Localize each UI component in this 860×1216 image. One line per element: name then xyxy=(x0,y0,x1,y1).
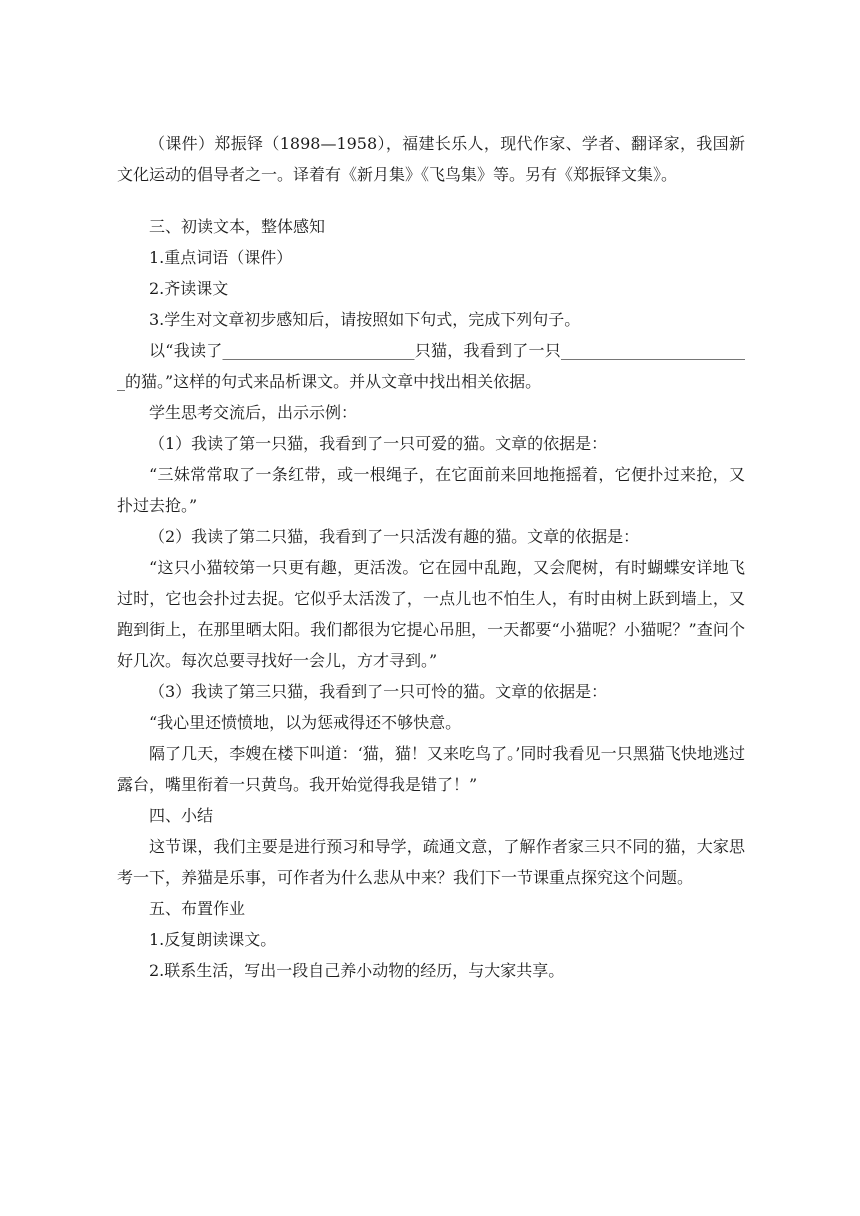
list-item: 3.学生对文章初步感知后，请按照如下句式，完成下列句子。 xyxy=(149,310,581,329)
paragraph-gap xyxy=(117,190,745,211)
example-lead: 学生思考交流后，出示示例： xyxy=(149,403,358,422)
section-3-heading: 三、初读文本，整体感知 xyxy=(149,217,326,236)
example-3-quote: “我心里还愤愤地，以为惩戒得还不够快意。 xyxy=(149,713,462,732)
sentence-pattern: 以“我读了________________________只猫，我看到了一只________________________的猫。”这样的句式来品析课文。并从文章中找出相关依据。 xyxy=(117,341,745,391)
section-4-heading: 四、小结 xyxy=(149,806,214,825)
list-item: 2.联系生活，写出一段自己养小动物的经历，与大家共享。 xyxy=(149,961,565,980)
example-3-quote: 隔了几天，李嫂在楼下叫道：‘猫，猫！又来吃鸟了。’同时我看见一只黑猫飞快地逃过露台，嘴里衔着一只黄鸟。我开始觉得我是错了！” xyxy=(117,744,745,794)
example-3: （3）我读了第三只猫，我看到了一只可怜的猫。文章的依据是： xyxy=(149,682,608,701)
example-2-quote: “这只小猫较第一只更有趣，更活泼。它在园中乱跑，又会爬树，有时蝴蝶安详地飞过时，它也会扑过去捉。它似乎太活泼了，一点儿也不怕生人，有时由树上跃到墙上，又跑到街上，在那里晒太阳。我们都很为它提心吊胆，一天都要“小猫呢？小猫呢？”查问个好几次。每次总要寻找好一会儿，方才寻到。” xyxy=(117,558,745,670)
list-item: 1.反复朗读课文。 xyxy=(149,930,277,949)
list-item: 1.重点词语（课件） xyxy=(149,248,293,267)
section-5-heading: 五、布置作业 xyxy=(149,899,246,918)
list-item: 2.齐读课文 xyxy=(149,279,229,298)
example-1-quote: “三妹常常取了一条红带，或一根绳子，在它面前来回地拖摇着，它便扑过来抢，又扑过去抢。” xyxy=(117,465,745,515)
example-2: （2）我读了第二只猫，我看到了一只活泼有趣的猫。文章的依据是： xyxy=(149,527,640,546)
example-1: （1）我读了第一只猫，我看到了一只可爱的猫。文章的依据是： xyxy=(149,434,608,453)
intro-paragraph: （课件）郑振铎（1898—1958），福建长乐人，现代作家、学者、翻译家，我国新文化运动的倡导者之一。译着有《新月集》《飞鸟集》等。另有《郑振铎文集》。 xyxy=(117,134,745,184)
summary-paragraph: 这节课，我们主要是进行预习和导学，疏通文意，了解作者家三只不同的猫，大家思考一下，养猫是乐事，可作者为什么悲从中来？我们下一节课重点探究这个问题。 xyxy=(117,837,745,887)
document-page xyxy=(117,128,745,986)
